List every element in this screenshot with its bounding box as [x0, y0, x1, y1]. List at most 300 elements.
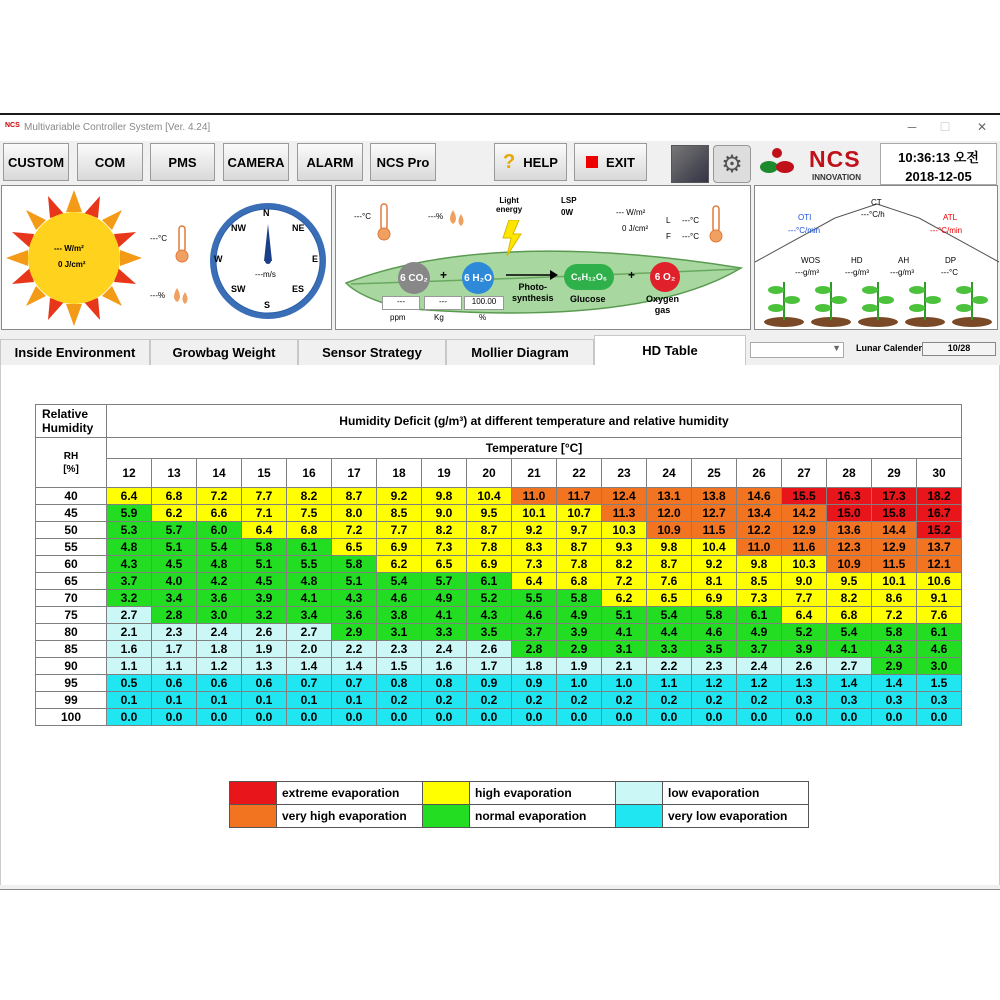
- hd-cell: 5.1: [242, 556, 287, 573]
- hd-cell: 0.3: [827, 692, 872, 709]
- hd-cell: 4.8: [287, 573, 332, 590]
- tab-inside-environment[interactable]: Inside Environment: [0, 339, 150, 365]
- hd-cell: 6.5: [422, 556, 467, 573]
- hd-cell: 13.8: [692, 488, 737, 505]
- table-row: [36, 675, 962, 692]
- hd-cell: 0.0: [602, 709, 647, 726]
- hd-cell: 2.2: [332, 641, 377, 658]
- hd-cell: 6.4: [107, 488, 152, 505]
- hd-value: ---g/m³: [845, 268, 869, 277]
- table-row: [36, 641, 962, 658]
- leaf-logo-icon: [757, 143, 797, 181]
- compass-ne: NE: [292, 223, 305, 233]
- hd-cell: 12.2: [737, 522, 782, 539]
- hd-cell: 7.2: [872, 607, 917, 624]
- hd-cell: 3.9: [782, 641, 827, 658]
- hd-cell: 1.2: [737, 675, 782, 692]
- hd-cell: 4.6: [377, 590, 422, 607]
- hd-cell: 13.6: [827, 522, 872, 539]
- hd-cell: 3.2: [107, 590, 152, 607]
- rh-cell: 99: [36, 692, 107, 709]
- rh-cell: 70: [36, 590, 107, 607]
- ncs-pro-button[interactable]: NCS Pro: [370, 143, 436, 181]
- hd-cell: 15.0: [827, 505, 872, 522]
- hd-cell: 0.2: [647, 692, 692, 709]
- wos-value: ---g/m³: [795, 268, 819, 277]
- hd-cell: 3.4: [152, 590, 197, 607]
- hd-cell: 3.9: [557, 624, 602, 641]
- hd-cell: 1.7: [152, 641, 197, 658]
- hd-cell: 4.1: [602, 624, 647, 641]
- exit-button[interactable]: [574, 143, 647, 181]
- hd-cell: 6.8: [287, 522, 332, 539]
- exit-label: EXIT: [606, 154, 635, 170]
- hd-cell: 7.5: [287, 505, 332, 522]
- hd-cell: 1.1: [152, 658, 197, 675]
- hd-cell: 11.0: [737, 539, 782, 556]
- hd-cell: 3.9: [242, 590, 287, 607]
- maximize-icon[interactable]: ☐: [939, 120, 951, 134]
- settings-button[interactable]: [713, 145, 751, 183]
- hd-cell: 0.3: [872, 692, 917, 709]
- hd-cell: 7.7: [782, 590, 827, 607]
- hd-cell: 18.2: [917, 488, 962, 505]
- hd-cell: 8.5: [377, 505, 422, 522]
- compass-sw: SW: [231, 284, 246, 294]
- kg-unit: Kg: [434, 313, 444, 322]
- hd-cell: 1.0: [557, 675, 602, 692]
- hd-cell: 11.7: [557, 488, 602, 505]
- temp-header: 28: [827, 459, 872, 488]
- hd-cell: 7.7: [242, 488, 287, 505]
- hd-cell: 4.2: [197, 573, 242, 590]
- hd-cell: 2.3: [692, 658, 737, 675]
- hd-cell: 0.8: [422, 675, 467, 692]
- hd-cell: 2.8: [152, 607, 197, 624]
- hd-cell: 7.6: [917, 607, 962, 624]
- hd-cell: 8.7: [467, 522, 512, 539]
- hd-cell: 0.1: [332, 692, 377, 709]
- hd-cell: 8.3: [512, 539, 557, 556]
- dp-label: DP: [945, 256, 957, 265]
- title-bar: [0, 115, 1000, 141]
- temp-header: 15: [242, 459, 287, 488]
- hd-cell: 5.4: [827, 624, 872, 641]
- compass-s: S: [264, 300, 271, 310]
- hd-cell: 10.9: [647, 522, 692, 539]
- hd-cell: 6.9: [467, 556, 512, 573]
- rh-cell: 90: [36, 658, 107, 675]
- hd-cell: 3.8: [377, 607, 422, 624]
- hd-cell: 2.1: [107, 624, 152, 641]
- leaf-energy: 0 J/cm²: [622, 224, 649, 233]
- rh-cell: 100: [36, 709, 107, 726]
- hd-cell: 0.6: [197, 675, 242, 692]
- hd-cell: 10.7: [557, 505, 602, 522]
- hd-cell: 2.7: [827, 658, 872, 675]
- dp-value: ---°C: [941, 268, 958, 277]
- hd-cell: 7.2: [332, 522, 377, 539]
- hd-cell: 1.4: [827, 675, 872, 692]
- temp-header-row: [36, 459, 962, 488]
- hd-label: HD: [851, 256, 863, 265]
- hd-cell: 11.5: [692, 522, 737, 539]
- compass-e: E: [312, 254, 319, 264]
- hd-cell: 2.3: [152, 624, 197, 641]
- rh-cell: 80: [36, 624, 107, 641]
- rh-title: Relative Humidity: [36, 405, 107, 438]
- legend-low: low evaporation: [663, 782, 809, 805]
- hd-cell: 2.1: [602, 658, 647, 675]
- legend-veryhigh-swatch: [230, 805, 277, 828]
- hd-cell: 0.2: [467, 692, 512, 709]
- hd-cell: 5.8: [557, 590, 602, 607]
- hd-cell: 10.1: [512, 505, 557, 522]
- hd-cell: 2.9: [332, 624, 377, 641]
- hd-cell: 9.7: [557, 522, 602, 539]
- hd-cell: 2.4: [197, 624, 242, 641]
- hd-cell: 0.1: [107, 692, 152, 709]
- hd-cell: 8.5: [737, 573, 782, 590]
- hd-cell: 3.6: [332, 607, 377, 624]
- lunar-label: Lunar Calender: [856, 343, 923, 353]
- hd-cell: 13.7: [917, 539, 962, 556]
- table-title: Humidity Deficit (g/m³) at different temperature and relative humidity: [107, 405, 962, 438]
- temp-header: 21: [512, 459, 557, 488]
- glucose-bubble: C₆H₁₂O₆: [564, 264, 614, 290]
- pms-button[interactable]: PMS: [150, 143, 215, 181]
- photosynthesis-label: Photo- synthesis: [512, 282, 554, 303]
- tab-sensor-strategy[interactable]: Sensor Strategy: [298, 339, 446, 365]
- hd-cell: 4.9: [422, 590, 467, 607]
- hd-cell: 2.7: [107, 607, 152, 624]
- f-label: F: [666, 232, 671, 241]
- brand-name: NCS: [809, 146, 861, 172]
- leaf-temp: ---°C: [354, 212, 371, 221]
- hd-cell: 8.2: [827, 590, 872, 607]
- hd-cell: 4.9: [737, 624, 782, 641]
- hd-cell: 2.7: [287, 624, 332, 641]
- hd-cell: 1.3: [782, 675, 827, 692]
- hd-cell: 2.4: [737, 658, 782, 675]
- table-row: [36, 590, 962, 607]
- hd-table: [35, 404, 962, 726]
- hd-cell: 12.7: [692, 505, 737, 522]
- hd-cell: 6.2: [602, 590, 647, 607]
- hd-cell: 15.8: [872, 505, 917, 522]
- legend-verylow-swatch: [616, 805, 663, 828]
- hd-cell: 17.3: [872, 488, 917, 505]
- legend-low-swatch: [616, 782, 663, 805]
- table-row: [36, 556, 962, 573]
- temp-header: 26: [737, 459, 782, 488]
- hd-cell: 0.2: [557, 692, 602, 709]
- hd-cell: 6.6: [197, 505, 242, 522]
- hd-cell: 0.6: [152, 675, 197, 692]
- hd-cell: 0.9: [512, 675, 557, 692]
- hd-cell: 1.8: [512, 658, 557, 675]
- temp-header: 22: [557, 459, 602, 488]
- hd-cell: 3.5: [467, 624, 512, 641]
- close-icon[interactable]: ✕: [976, 120, 988, 134]
- hd-cell: 5.2: [782, 624, 827, 641]
- window-title: Multivariable Controller System [Ver. 4.24]: [24, 122, 211, 133]
- temp-header: 20: [467, 459, 512, 488]
- view-select[interactable]: [750, 342, 844, 358]
- legend-extreme: extreme evaporation: [277, 782, 423, 805]
- hd-cell: 11.3: [602, 505, 647, 522]
- legend-normal-swatch: [423, 805, 470, 828]
- hd-cell: 0.0: [332, 709, 377, 726]
- clock: [880, 143, 997, 185]
- table-row: [36, 658, 962, 675]
- hd-cell: 0.1: [152, 692, 197, 709]
- rh-cell: 40: [36, 488, 107, 505]
- hd-cell: 6.2: [152, 505, 197, 522]
- com-button[interactable]: COM: [77, 143, 143, 181]
- table-row: [36, 539, 962, 556]
- table-row: [36, 709, 962, 726]
- temp-header: 27: [782, 459, 827, 488]
- hd-cell: 2.8: [512, 641, 557, 658]
- hd-cell: 6.1: [917, 624, 962, 641]
- crop-status-panel: [754, 185, 998, 330]
- rh-cell: 45: [36, 505, 107, 522]
- hd-cell: 9.8: [737, 556, 782, 573]
- oti-value: ---°C/min: [788, 226, 821, 235]
- ct-value: ---°C/h: [861, 210, 885, 219]
- hd-cell: 5.4: [647, 607, 692, 624]
- thermometer-icon: [706, 204, 726, 244]
- hd-cell: 10.4: [467, 488, 512, 505]
- alarm-button[interactable]: ALARM: [297, 143, 363, 181]
- hd-cell: 6.0: [197, 522, 242, 539]
- hd-cell: 0.0: [107, 709, 152, 726]
- thermometer-icon: [374, 202, 394, 242]
- app-logo: NCS: [5, 122, 20, 129]
- thermometer-icon: [172, 224, 192, 264]
- legend-high-swatch: [423, 782, 470, 805]
- hd-cell: 9.5: [827, 573, 872, 590]
- hd-cell: 1.9: [557, 658, 602, 675]
- outside-humidity: ---%: [150, 291, 166, 300]
- hd-cell: 14.4: [872, 522, 917, 539]
- hd-cell: 5.8: [332, 556, 377, 573]
- hd-cell: 12.1: [917, 556, 962, 573]
- tab-mollier-diagram[interactable]: Mollier Diagram: [446, 339, 594, 365]
- hd-cell: 6.1: [467, 573, 512, 590]
- hd-cell: 9.8: [422, 488, 467, 505]
- hd-cell: 12.3: [827, 539, 872, 556]
- rh-cell: 55: [36, 539, 107, 556]
- ah-label: AH: [898, 256, 910, 265]
- hd-cell: 0.3: [782, 692, 827, 709]
- hd-cell: 0.3: [917, 692, 962, 709]
- legend-veryhigh: very high evaporation: [277, 805, 423, 828]
- hd-cell: 5.1: [152, 539, 197, 556]
- hd-cell: 7.3: [422, 539, 467, 556]
- outside-temp: ---°C: [150, 234, 167, 243]
- table-row: [36, 607, 962, 624]
- temp-header: 17: [332, 459, 377, 488]
- hd-cell: 9.0: [782, 573, 827, 590]
- temp-header: 24: [647, 459, 692, 488]
- clock-time: 10:36:13 오전: [898, 150, 979, 165]
- sun-energy: 0 J/cm²: [58, 260, 86, 269]
- ct-label: CT: [871, 198, 882, 207]
- hd-cell: 7.8: [467, 539, 512, 556]
- compass-w: W: [214, 254, 223, 264]
- hd-cell: 1.4: [332, 658, 377, 675]
- hd-cell: 6.9: [377, 539, 422, 556]
- hd-cell: 4.8: [107, 539, 152, 556]
- screen-capture-button[interactable]: [671, 145, 709, 183]
- hd-cell: 2.4: [422, 641, 467, 658]
- help-button[interactable]: [494, 143, 567, 181]
- hd-cell: 6.2: [377, 556, 422, 573]
- hd-cell: 8.0: [332, 505, 377, 522]
- hd-cell: 1.7: [467, 658, 512, 675]
- co2-bubble: 6 CO₂: [398, 262, 430, 294]
- hd-cell: 1.4: [287, 658, 332, 675]
- tab-bar: [0, 335, 1000, 365]
- table-row: [36, 624, 962, 641]
- hd-cell: 5.7: [152, 522, 197, 539]
- hd-cell: 4.3: [467, 607, 512, 624]
- clock-date: 2018-12-05: [905, 169, 972, 184]
- hd-cell: 0.0: [197, 709, 242, 726]
- tab-growbag-weight[interactable]: Growbag Weight: [150, 339, 298, 365]
- pct-unit: %: [479, 313, 487, 322]
- outside-weather-panel: [1, 185, 332, 330]
- hd-cell: 3.3: [422, 624, 467, 641]
- hd-cell: 1.6: [107, 641, 152, 658]
- hd-cell: 5.4: [197, 539, 242, 556]
- sun-radiation: --- W/m²: [54, 244, 84, 253]
- hd-cell: 6.4: [512, 573, 557, 590]
- sun-icon: [4, 188, 146, 328]
- hd-cell: 12.9: [782, 522, 827, 539]
- hd-cell: 10.4: [692, 539, 737, 556]
- hd-cell: 2.6: [242, 624, 287, 641]
- hd-cell: 5.5: [512, 590, 557, 607]
- hd-cell: 0.0: [692, 709, 737, 726]
- hd-cell: 7.3: [737, 590, 782, 607]
- hd-cell: 0.0: [647, 709, 692, 726]
- hd-cell: 3.4: [287, 607, 332, 624]
- camera-button[interactable]: CAMERA: [223, 143, 289, 181]
- glucose-label: Glucose: [570, 294, 606, 304]
- hd-cell: 8.2: [422, 522, 467, 539]
- hd-cell: 3.1: [377, 624, 422, 641]
- hd-cell: 0.2: [692, 692, 737, 709]
- hd-cell: 12.4: [602, 488, 647, 505]
- hd-cell: 3.3: [647, 641, 692, 658]
- seedlings-icon: [759, 276, 995, 328]
- hd-cell: 11.6: [782, 539, 827, 556]
- compass-nw: NW: [231, 223, 246, 233]
- hd-cell: 11.0: [512, 488, 557, 505]
- lightning-icon: [501, 220, 525, 256]
- hd-cell: 14.6: [737, 488, 782, 505]
- hd-cell: 0.5: [107, 675, 152, 692]
- hd-cell: 6.1: [737, 607, 782, 624]
- hd-cell: 1.1: [107, 658, 152, 675]
- hd-cell: 2.6: [782, 658, 827, 675]
- rh-cell: 85: [36, 641, 107, 658]
- hd-cell: 8.2: [602, 556, 647, 573]
- temp-header: 13: [152, 459, 197, 488]
- hd-cell: 4.1: [287, 590, 332, 607]
- hd-cell: 11.5: [872, 556, 917, 573]
- hd-cell: 6.1: [287, 539, 332, 556]
- minimize-icon[interactable]: ─: [907, 120, 917, 134]
- lsp-value: 0W: [561, 208, 573, 217]
- f-temp: ---°C: [682, 232, 699, 241]
- hd-cell: 4.6: [917, 641, 962, 658]
- custom-button[interactable]: CUSTOM: [3, 143, 69, 181]
- hd-cell: 9.0: [422, 505, 467, 522]
- rh-cell: 95: [36, 675, 107, 692]
- table-row: [36, 488, 962, 505]
- hd-cell: 2.2: [647, 658, 692, 675]
- ncs-brand-logo: [757, 143, 877, 183]
- hd-cell: 9.8: [647, 539, 692, 556]
- hd-cell: 10.1: [872, 573, 917, 590]
- legend: [229, 781, 809, 828]
- hd-cell: 2.3: [377, 641, 422, 658]
- temp-header: 23: [602, 459, 647, 488]
- tab-hd-table[interactable]: HD Table: [594, 335, 746, 365]
- hd-cell: 0.0: [872, 709, 917, 726]
- hd-cell: 0.0: [782, 709, 827, 726]
- ah-value: ---g/m³: [890, 268, 914, 277]
- question-icon: ?: [503, 150, 516, 173]
- hd-cell: 0.0: [422, 709, 467, 726]
- temp-header: 14: [197, 459, 242, 488]
- hd-cell: 1.4: [872, 675, 917, 692]
- hd-cell: 6.4: [242, 522, 287, 539]
- hd-cell: 8.1: [692, 573, 737, 590]
- oti-label: OTI: [798, 213, 812, 222]
- hd-cell: 5.5: [287, 556, 332, 573]
- oxygen-label: Oxygen gas: [646, 294, 680, 315]
- hd-cell: 4.1: [827, 641, 872, 658]
- hd-cell: 3.0: [197, 607, 242, 624]
- o2-bubble: 6 O₂: [650, 262, 680, 292]
- chevron-down-icon: ▼: [832, 343, 841, 353]
- hd-cell: 16.7: [917, 505, 962, 522]
- temp-header: 19: [422, 459, 467, 488]
- hd-cell: 4.3: [332, 590, 377, 607]
- ppm-unit: ppm: [390, 313, 406, 322]
- table-row: [36, 505, 962, 522]
- hd-cell: 0.0: [737, 709, 782, 726]
- hd-cell: 0.0: [827, 709, 872, 726]
- humidity-drop-icon: [171, 284, 191, 308]
- hd-cell: 16.3: [827, 488, 872, 505]
- temp-header: 12: [107, 459, 152, 488]
- hd-cell: 1.9: [242, 641, 287, 658]
- atl-value: ---°C/min: [930, 226, 963, 235]
- table-row: [36, 522, 962, 539]
- hd-cell: 4.5: [242, 573, 287, 590]
- hd-cell: 6.9: [692, 590, 737, 607]
- l-label: L: [666, 216, 671, 225]
- hd-cell: 3.5: [692, 641, 737, 658]
- hd-cell: 3.7: [512, 624, 557, 641]
- light-energy-label: Light energy: [496, 196, 523, 214]
